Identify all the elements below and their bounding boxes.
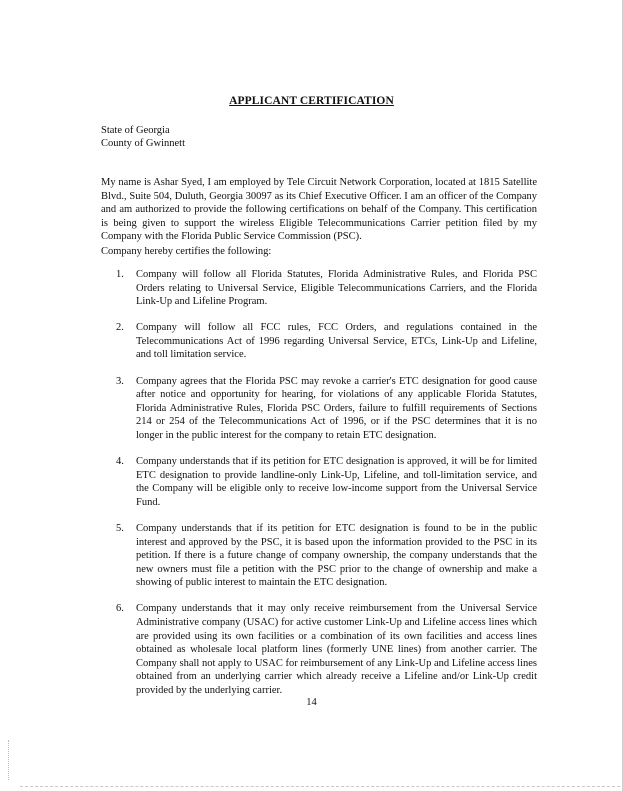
list-item bbox=[116, 268, 537, 309]
list-item-number: 5. bbox=[116, 522, 124, 534]
list-item-text: Company will follow all FCC rules, FCC Orders, and regulations contained in the Telecommunications Act of 1996 regarding Universal Service, ETCs, Link-Up and Lifeline, and toll limitation service. bbox=[136, 322, 537, 361]
list-item bbox=[116, 602, 537, 697]
list-item bbox=[116, 455, 537, 509]
certification-list bbox=[116, 268, 537, 710]
venue-county: County of Gwinnett bbox=[101, 138, 185, 149]
venue-state: State of Georgia bbox=[101, 125, 170, 136]
list-item-text: Company understands that if its petition for ETC designation is approved, it will be for limited ETC designation to provide landline-only Link-Up, Lifeline, and toll-limitation service, and the Company will be eligible only to receive low-income support from the Universal Service Fund. bbox=[136, 456, 537, 508]
list-item-text: Company will follow all Florida Statutes, Florida Administrative Rules, and Florida PSC Orders relating to Universal Service, Eligible Telecommunications Carriers, and the Florida Link-Up and Lifeline Program. bbox=[136, 269, 537, 308]
list-item-number: 4. bbox=[116, 456, 124, 468]
list-item-text: Company understands that it may only receive reimbursement from the Universal Service Administrative company (USAC) for active customer Link-Up and Lifeline access lines which are provided using its own facilities or a combination of its own facilities and access lines obtained as wholesale local platform lines (formerly UNE lines) from another carrier. The Company shall not apply to USAC for reimbursement of any Link-Up and Lifeline access lines obtained from an underlying carrier which already receive a Lifeline and/or Link-Up credit provided by the underlying carrier. bbox=[136, 603, 537, 696]
list-item bbox=[116, 522, 537, 590]
list-item bbox=[116, 321, 537, 362]
page-number: 14 bbox=[306, 697, 317, 708]
scan-edge-marks bbox=[8, 740, 11, 780]
list-item-number: 1. bbox=[116, 269, 124, 280]
document-title: APPLICANT CERTIFICATION bbox=[229, 95, 394, 107]
list-item-number: 6. bbox=[116, 603, 124, 615]
scan-bottom-edge bbox=[20, 786, 620, 787]
certifies-lead: Company hereby certifies the following: bbox=[101, 246, 272, 257]
venue-block bbox=[101, 124, 185, 150]
list-item-text: Company agrees that the Florida PSC may revoke a carrier's ETC designation for good cause after notice and opportunity for hearing, for violations of any applicable Florida Statutes, Florida Administrative Rules, Florida PSC Orders, failure to fulfill requirements of Sections 214 or 254 of the Telecommunications Act of 1996, or if the PSC determines that it is no longer in the public interest for the company to retain ETC designation. bbox=[136, 375, 537, 441]
list-item-number: 2. bbox=[116, 322, 124, 334]
intro-paragraph: My name is Ashar Syed, I am employed by Tele Circuit Network Corporation, located at 1815 Satellite Blvd., Suite 504, Duluth, Georgia 30097 as its Chief Executive Officer. I am an officer of the Company and am authorized to provide the following certifications on behalf of the Company. This certification is being given to support the wireless Eligible Telecommunications Carrier petition filed by my Company with the Florida Public Service Commission (PSC). bbox=[101, 177, 537, 243]
list-item-text: Company understands that if its petition for ETC designation is found to be in the public interest and approved by the PSC, it is based upon the information provided to the PSC in its petition. If there is a future change of company ownership, the company understands that the new owners must file a petition with the PSC prior to the change of ownership and make a showing of public interest to maintain the ETC designation. bbox=[136, 522, 537, 589]
list-item bbox=[116, 375, 537, 443]
list-item-number: 3. bbox=[116, 375, 124, 387]
